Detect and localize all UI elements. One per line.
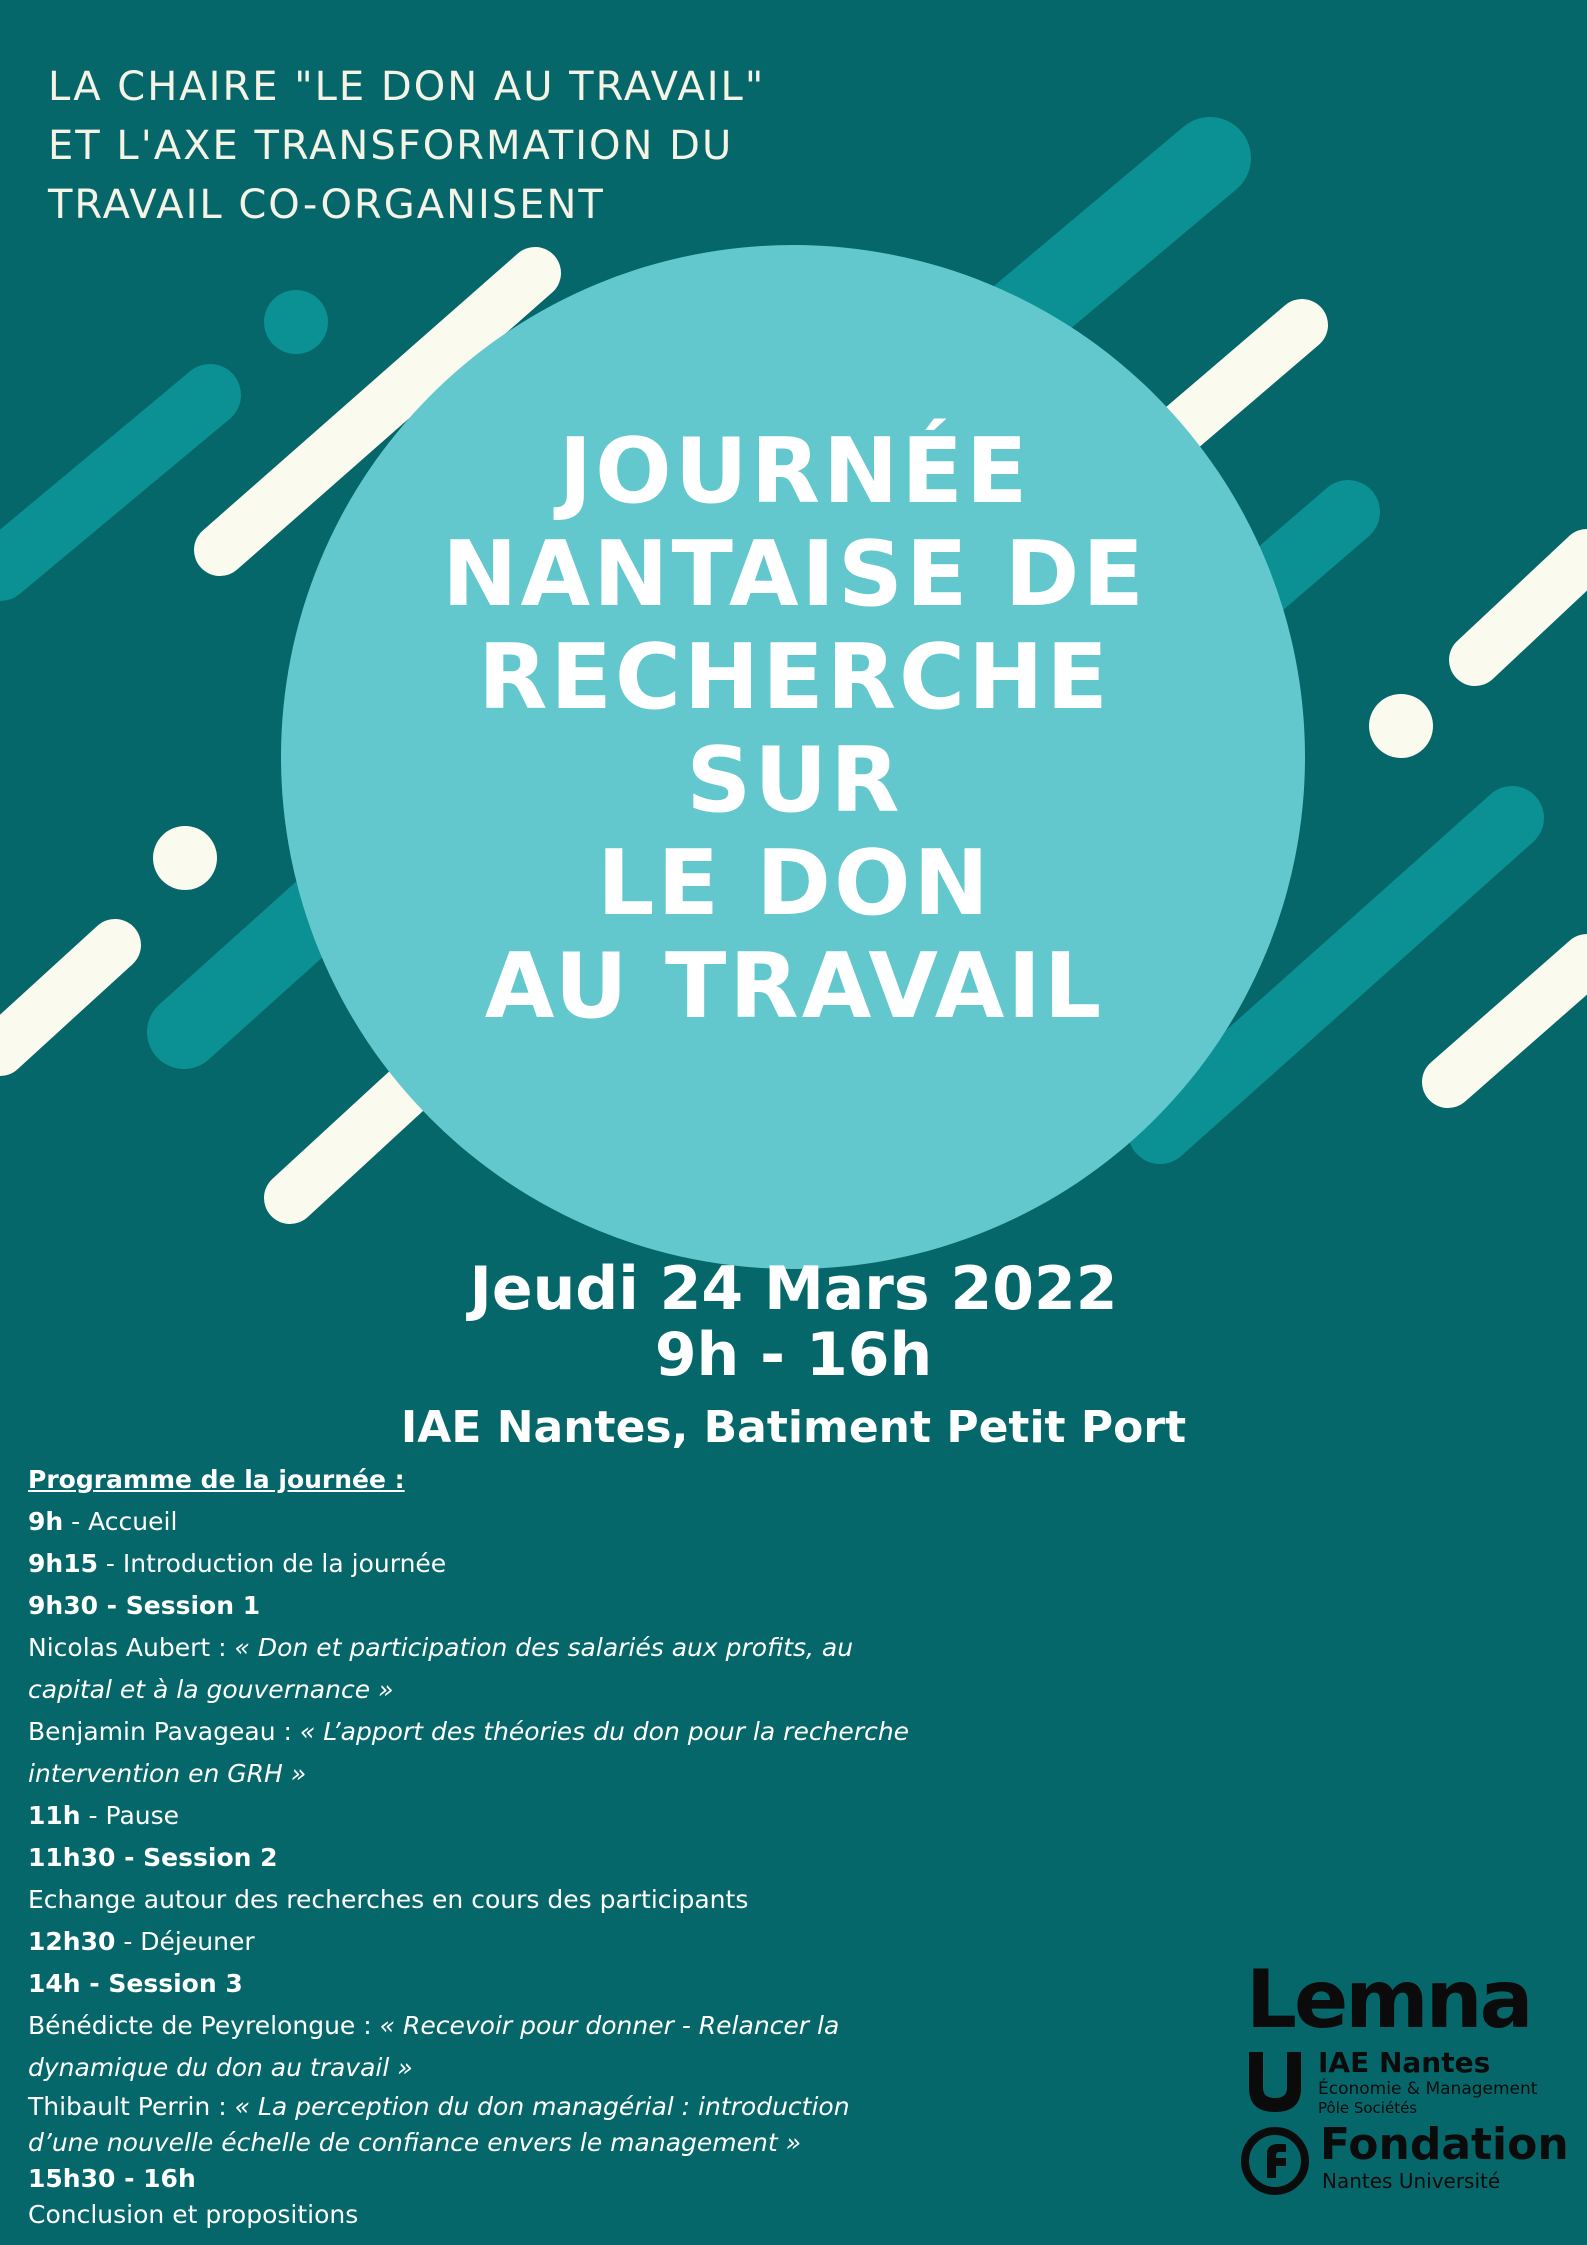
talk-title: d’une nouvelle échelle de confiance envers le management »: [28, 2128, 802, 2157]
fondation-icon: [1240, 2126, 1310, 2196]
programme-item: [28, 1543, 1178, 1585]
item-time: 15h30 - 16h: [28, 2164, 196, 2193]
talk-line: [28, 2125, 1178, 2161]
talk-line: [28, 1711, 1178, 1753]
programme-item: [28, 2161, 1178, 2197]
programme-item: [28, 2197, 1178, 2233]
item-time: 12h30: [28, 1927, 116, 1956]
event-title: [282, 420, 1307, 1038]
title-line: RECHERCHE: [478, 625, 1111, 730]
talk-title: « Don et participation des salariés aux profits, au: [234, 1633, 854, 1662]
stripe-cream: [0, 945, 115, 1050]
programme-item: [28, 1501, 1178, 1543]
programme-heading-row: [28, 1459, 1178, 1501]
item-text: - Introduction de la journée: [97, 1549, 447, 1578]
iae-nantes-department: Pôle Sociétés: [1318, 2099, 1418, 2117]
programme-item: [28, 1963, 1178, 2005]
fondation-name: Fondation: [1320, 2119, 1569, 2170]
programme: [28, 1459, 1178, 2233]
talk-line: [28, 1627, 1178, 1669]
stripe-cream: [1475, 555, 1587, 660]
organizers-intro: [48, 58, 765, 235]
talk-line: [28, 2089, 1178, 2125]
talk-title: capital et à la gouvernance »: [28, 1675, 394, 1704]
intro-line: LA CHAIRE "LE DON AU TRAVAIL": [48, 64, 766, 110]
intro-line: TRAVAIL CO-ORGANISENT: [48, 182, 605, 228]
talk-title: intervention en GRH »: [28, 1759, 307, 1788]
speaker-name: Thibault Perrin :: [28, 2092, 235, 2121]
title-line: AU TRAVAIL: [484, 934, 1105, 1039]
partner-logos: [1236, 1953, 1576, 2200]
talk-title: « L’apport des théories du don pour la recherche: [299, 1717, 910, 1746]
programme-item: [28, 1585, 1178, 1627]
title-line: NANTAISE DE: [442, 522, 1147, 627]
talk-title: dynamique du don au travail »: [28, 2053, 413, 2082]
dot-cream: [153, 826, 217, 890]
session-label: 9h30 - Session 1: [28, 1591, 261, 1620]
talk-line: [28, 2005, 1178, 2047]
stripe-teal: [0, 395, 210, 570]
item-time: 11h: [28, 1801, 81, 1830]
programme-item: [28, 1921, 1178, 1963]
talk-title: « La perception du don managérial : introduction: [234, 2092, 850, 2121]
speaker-name: Nicolas Aubert :: [28, 1633, 235, 1662]
item-text: Conclusion et propositions: [28, 2200, 359, 2229]
event-hours: 9h - 16h: [654, 1320, 933, 1390]
item-text: Echange autour des recherches en cours des participants: [28, 1885, 749, 1914]
item-time: 9h15: [28, 1549, 98, 1578]
programme-item: [28, 1879, 1178, 1921]
event-datetime: [0, 1256, 1587, 1388]
iae-nantes-icon: [1246, 2052, 1304, 2114]
iae-nantes-subtitle: Économie & Management: [1318, 2079, 1538, 2099]
programme-item: [28, 1795, 1178, 1837]
iae-nantes-name: IAE Nantes: [1318, 2046, 1491, 2079]
item-text: - Accueil: [63, 1507, 178, 1536]
fondation-subtitle: Nantes Université: [1322, 2169, 1501, 2193]
item-text: - Pause: [80, 1801, 180, 1830]
dot-cream: [1369, 694, 1433, 758]
talk-title: « Recevoir pour donner - Relancer la: [379, 2011, 840, 2040]
title-line: JOURNÉE: [558, 419, 1031, 524]
title-line: LE DON: [597, 831, 992, 936]
event-place: IAE Nantes, Batiment Petit Port: [400, 1402, 1187, 1453]
dot-teal: [264, 290, 328, 354]
stripe-cream: [1448, 960, 1587, 1082]
talk-line: [28, 1669, 1178, 1711]
lemna-logo: Lemna: [1246, 1953, 1531, 2046]
programme-item: [28, 1837, 1178, 1879]
session-label: 11h30 - Session 2: [28, 1843, 278, 1872]
session-label: 14h - Session 3: [28, 1969, 243, 1998]
event-date: Jeudi 24 Mars 2022: [469, 1254, 1118, 1324]
programme-heading: Programme de la journée :: [28, 1465, 405, 1494]
speaker-name: Benjamin Pavageau :: [28, 1717, 300, 1746]
item-text: - Déjeuner: [115, 1927, 255, 1956]
talk-line: [28, 2047, 1178, 2089]
talk-line: [28, 1753, 1178, 1795]
item-time: 9h: [28, 1507, 64, 1536]
intro-line: ET L'AXE TRANSFORMATION DU: [48, 123, 734, 169]
title-line: SUR: [686, 728, 903, 833]
speaker-name: Bénédicte de Peyrelongue :: [28, 2011, 380, 2040]
